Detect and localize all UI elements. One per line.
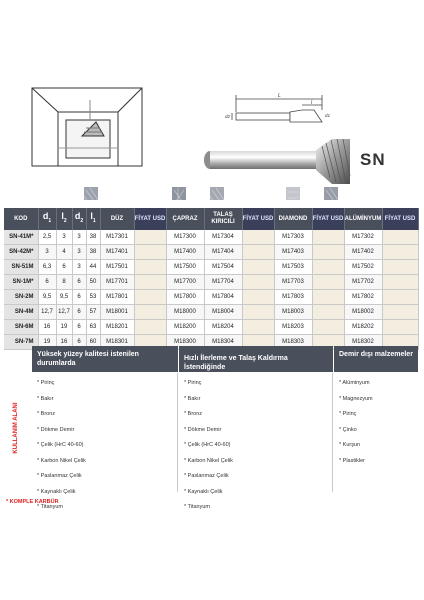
row-capraz: M18300 xyxy=(166,335,204,350)
row-duz: M17501 xyxy=(100,260,134,275)
header-fiyat-usd: FİYAT USD xyxy=(312,208,344,230)
usage-item: * Çelik (HrC 40-60) xyxy=(37,438,172,454)
row-capraz: M17800 xyxy=(166,290,204,305)
row-duz: M18201 xyxy=(100,320,134,335)
row-price xyxy=(134,245,166,260)
dimension-d1-label: d1 xyxy=(325,113,331,118)
usage-item: * Karbon Nikel Çelik xyxy=(184,454,327,470)
row-price xyxy=(242,245,274,260)
row-d1: 12,7 xyxy=(38,305,56,320)
usage-col3-title: Demir dışı malzemeler xyxy=(334,346,418,372)
usage-item: * Bakır xyxy=(37,392,172,408)
row-aluminyum: M18302 xyxy=(344,335,382,350)
row-diamond: M18203 xyxy=(274,320,312,335)
row-l2: 4 xyxy=(56,245,72,260)
row-talas: M17404 xyxy=(204,245,242,260)
row-price xyxy=(242,305,274,320)
row-aluminyum: M18002 xyxy=(344,305,382,320)
row-kod: SN-4M xyxy=(4,305,38,320)
row-kod: SN-41M* xyxy=(4,230,38,245)
row-capraz: M18000 xyxy=(166,305,204,320)
header-duz: DÜZ xyxy=(100,208,134,230)
row-duz: M17301 xyxy=(100,230,134,245)
row-duz: M18001 xyxy=(100,305,134,320)
row-d2: 3 xyxy=(72,245,86,260)
tool-photo xyxy=(204,139,350,184)
row-price xyxy=(134,305,166,320)
row-l1: 63 xyxy=(86,320,100,335)
row-d2: 6 xyxy=(72,275,86,290)
row-capraz: M17700 xyxy=(166,275,204,290)
product-code-title: SN xyxy=(360,150,386,169)
usage-item: * Pirinç xyxy=(184,376,327,392)
row-diamond: M17803 xyxy=(274,290,312,305)
row-diamond: M17403 xyxy=(274,245,312,260)
table-row xyxy=(4,275,418,290)
row-d1: 9,5 xyxy=(38,290,56,305)
row-price xyxy=(382,275,418,290)
usage-item: * Çinko xyxy=(339,423,413,439)
row-l2: 8 xyxy=(56,275,72,290)
row-l1: 38 xyxy=(86,230,100,245)
row-d2: 3 xyxy=(72,230,86,245)
product-illustrations xyxy=(0,0,424,200)
row-capraz: M18200 xyxy=(166,320,204,335)
row-price xyxy=(134,230,166,245)
usage-item: * Pirinç xyxy=(37,376,172,392)
row-duz: M17401 xyxy=(100,245,134,260)
footnote: * KOMPLE KARBÜR xyxy=(6,499,59,505)
row-aluminyum: M17802 xyxy=(344,290,382,305)
row-aluminyum: M17302 xyxy=(344,230,382,245)
usage-item: * Titanyum xyxy=(184,500,327,516)
row-price xyxy=(242,260,274,275)
row-duz: M17801 xyxy=(100,290,134,305)
usage-item: * Kaynaklı Çelik xyxy=(184,485,327,501)
usage-col3 xyxy=(334,373,418,492)
row-price xyxy=(312,320,344,335)
header-l2: $l_2$ xyxy=(56,208,72,230)
row-price xyxy=(134,320,166,335)
row-d1: 19 xyxy=(38,335,56,350)
row-price xyxy=(242,230,274,245)
usage-item: * Pirinç xyxy=(339,407,413,423)
row-price xyxy=(382,305,418,320)
table-row xyxy=(4,320,418,335)
header-aluminyum: ALÜMİNYUM xyxy=(344,208,382,230)
row-duz: M17701 xyxy=(100,275,134,290)
dimension-d2-label: d2 xyxy=(225,114,231,119)
table-row xyxy=(4,230,418,245)
header-talas-kirici: TALAŞ KIRICILI xyxy=(204,208,242,230)
row-l2: 12,7 xyxy=(56,305,72,320)
row-price xyxy=(382,245,418,260)
row-kod: SN-51M xyxy=(4,260,38,275)
row-kod: SN-2M xyxy=(4,290,38,305)
row-l1: 50 xyxy=(86,275,100,290)
usage-col1-title: Yüksek yüzey kalitesi istenilen durumlarda xyxy=(32,346,178,372)
usage-item: * Magnezyum xyxy=(339,392,413,408)
row-d2: 6 xyxy=(72,320,86,335)
row-diamond: M18303 xyxy=(274,335,312,350)
header-fiyat-usd: FİYAT USD xyxy=(382,208,418,230)
dimension-l-label: l xyxy=(311,100,313,106)
row-price xyxy=(382,290,418,305)
usage-item: * Paslanmaz Çelik xyxy=(37,469,172,485)
row-l2: 9,5 xyxy=(56,290,72,305)
row-price xyxy=(242,320,274,335)
usage-item: * Bakır xyxy=(184,392,327,408)
usage-item: * Titanyum xyxy=(37,500,172,516)
header-diamond: DIAMOND xyxy=(274,208,312,230)
row-talas: M17504 xyxy=(204,260,242,275)
row-price xyxy=(382,320,418,335)
row-l1: 57 xyxy=(86,305,100,320)
table-row xyxy=(4,305,418,320)
row-diamond: M17303 xyxy=(274,230,312,245)
row-talas: M18004 xyxy=(204,305,242,320)
row-d1: 3 xyxy=(38,245,56,260)
row-aluminyum: M18202 xyxy=(344,320,382,335)
usage-item: * Kurşun xyxy=(339,438,413,454)
row-kod: SN-42M* xyxy=(4,245,38,260)
row-aluminyum: M17402 xyxy=(344,245,382,260)
row-l2: 3 xyxy=(56,230,72,245)
row-price xyxy=(382,260,418,275)
usage-item: * Çelik (HrC 40-60) xyxy=(184,438,327,454)
row-kod: SN-6M xyxy=(4,320,38,335)
row-d2: 6 xyxy=(72,290,86,305)
usage-item: * Bronz xyxy=(184,407,327,423)
row-d2: 6 xyxy=(72,335,86,350)
row-l1: 44 xyxy=(86,260,100,275)
row-price xyxy=(134,260,166,275)
application-diagram xyxy=(32,88,142,166)
row-l1: 60 xyxy=(86,335,100,350)
row-duz: M18301 xyxy=(100,335,134,350)
row-diamond: M18003 xyxy=(274,305,312,320)
cut-type-thumbnails xyxy=(84,187,338,200)
row-price xyxy=(312,245,344,260)
row-l2: 19 xyxy=(56,320,72,335)
header-fiyat-usd: FİYAT USD xyxy=(242,208,274,230)
row-d2: 6 xyxy=(72,305,86,320)
usage-item: * Bronz xyxy=(37,407,172,423)
usage-item: * Karbon Nikel Çelik xyxy=(37,454,172,470)
dimension-length-label: L xyxy=(278,93,281,99)
row-d1: 2,5 xyxy=(38,230,56,245)
row-talas: M17704 xyxy=(204,275,242,290)
row-price xyxy=(382,230,418,245)
row-l1: 38 xyxy=(86,245,100,260)
row-talas: M18304 xyxy=(204,335,242,350)
header-fiyat-usd: FİYAT USD xyxy=(134,208,166,230)
row-price xyxy=(312,230,344,245)
row-capraz: M17300 xyxy=(166,230,204,245)
header-kod: KOD xyxy=(4,208,38,230)
dimension-drawing xyxy=(232,95,322,122)
row-kod: SN-7M xyxy=(4,335,38,350)
row-l2: 6 xyxy=(56,260,72,275)
row-l2: 16 xyxy=(56,335,72,350)
usage-item: * Dökme Demir xyxy=(37,423,172,439)
usage-item: * Kaynaklı Çelik xyxy=(37,485,172,501)
row-diamond: M17703 xyxy=(274,275,312,290)
row-aluminyum: M17502 xyxy=(344,260,382,275)
table-row xyxy=(4,245,418,260)
row-price xyxy=(134,275,166,290)
row-d1: 6 xyxy=(38,275,56,290)
row-aluminyum: M17702 xyxy=(344,275,382,290)
row-price xyxy=(312,260,344,275)
row-price xyxy=(312,290,344,305)
row-d1: 6,3 xyxy=(38,260,56,275)
usage-item: * Paslanmaz Çelik xyxy=(184,469,327,485)
row-price xyxy=(312,275,344,290)
row-price xyxy=(242,290,274,305)
row-capraz: M17400 xyxy=(166,245,204,260)
row-diamond: M17503 xyxy=(274,260,312,275)
row-price xyxy=(242,275,274,290)
row-d2: 3 xyxy=(72,260,86,275)
header-capraz: ÇAPRAZ xyxy=(166,208,204,230)
usage-col2-title: Hızlı İlerleme ve Talaş Kaldırma İstendiğinde xyxy=(179,346,333,372)
usage-col2 xyxy=(179,373,333,510)
row-capraz: M17500 xyxy=(166,260,204,275)
header-d2: $d_2$ xyxy=(72,208,86,230)
row-kod: SN-1M* xyxy=(4,275,38,290)
row-talas: M18204 xyxy=(204,320,242,335)
usage-item: * Alüminyum xyxy=(339,376,413,392)
row-talas: M17804 xyxy=(204,290,242,305)
header-d1: $d_1$ xyxy=(38,208,56,230)
table-row xyxy=(4,260,418,275)
table-row xyxy=(4,290,418,305)
header-l1: $l_1$ xyxy=(86,208,100,230)
row-price xyxy=(134,290,166,305)
spec-table xyxy=(4,208,419,350)
usage-item: * Plastikler xyxy=(339,454,413,470)
usage-side-label: KULLANIM ALANI xyxy=(13,402,19,454)
usage-item: * Dökme Demir xyxy=(184,423,327,439)
row-price xyxy=(312,305,344,320)
row-l1: 53 xyxy=(86,290,100,305)
row-talas: M17304 xyxy=(204,230,242,245)
spec-table-header xyxy=(4,208,418,230)
row-d1: 16 xyxy=(38,320,56,335)
